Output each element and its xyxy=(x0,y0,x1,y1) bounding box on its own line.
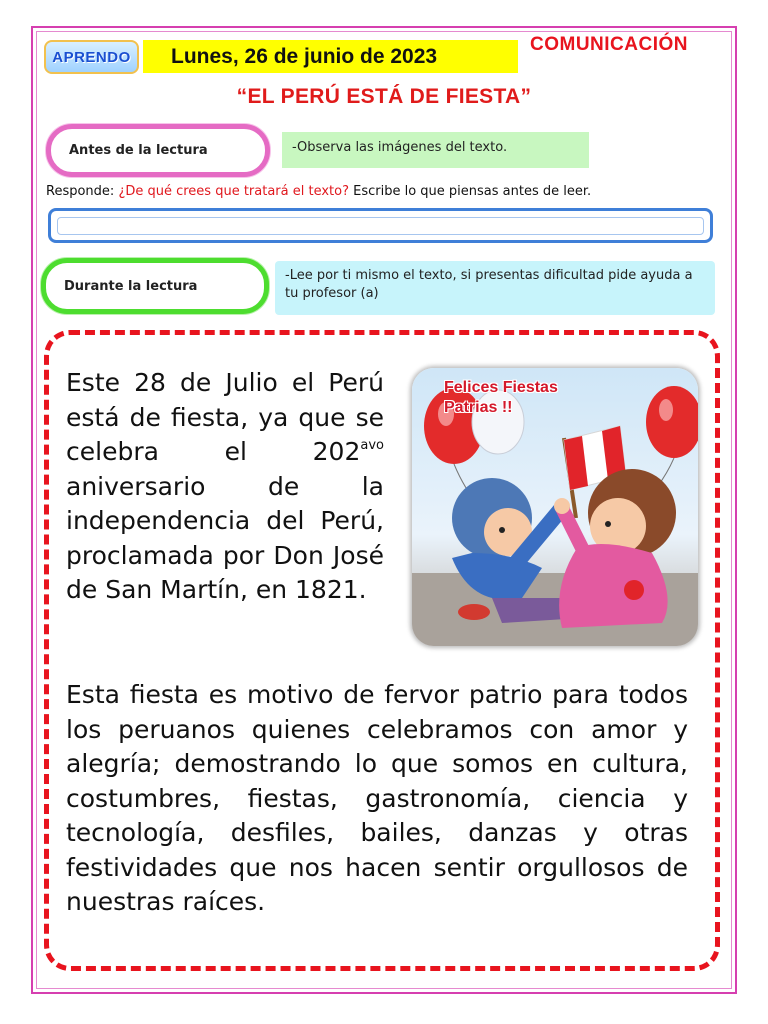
respond-prompt xyxy=(46,184,591,199)
during-reading-badge xyxy=(41,258,269,314)
illustration-caption xyxy=(444,378,558,418)
logo-text: APRENDO xyxy=(52,48,131,66)
before-reading-instruction: -Observa las imágenes del texto. xyxy=(282,132,589,168)
p1-after: aniversario de la independencia del Perú, proclamada por Don José de San Martín, en 1821. xyxy=(66,471,384,604)
during-reading-instruction: -Lee por ti mismo el texto, si presentas dificultad pide ayuda a tu profesor (a) xyxy=(275,261,715,315)
before-reading-badge xyxy=(46,124,270,177)
date-banner xyxy=(143,40,518,73)
page-title: “EL PERÚ ESTÁ DE FIESTA” xyxy=(236,85,532,108)
caption-line-2: Patrias !! xyxy=(444,399,513,416)
subject-label: COMUNICACIÓN xyxy=(530,34,688,55)
before-reading-label: Antes de la lectura xyxy=(69,143,208,158)
aprendo-logo xyxy=(44,40,139,74)
reading-paragraph-1 xyxy=(66,366,384,608)
p1-superscript: avo xyxy=(360,438,384,453)
fiestas-patrias-illustration xyxy=(412,368,698,646)
reading-paragraph-2: Esta fiesta es motivo de fervor patrio para todos los peruanos quienes celebramos con amor y alegría; demostrando lo que somos en cultura, costumbres, fiestas, gastronomía, ciencia y tecnología, desfiles, bailes, danzas y otras festividades que nos hacen sentir orgullosos de nuestras raíces. xyxy=(66,680,688,916)
caption-line-1: Felices Fiestas xyxy=(444,379,558,396)
p1-before: Este 28 de Julio el Perú está de fiesta, ya que se celebra el 202 xyxy=(66,368,384,466)
respond-suffix: Escribe lo que piensas antes de leer. xyxy=(349,184,592,199)
answer-field[interactable] xyxy=(48,208,713,243)
date-text: Lunes, 26 de junio de 2023 xyxy=(171,44,438,68)
respond-question: ¿De qué crees que tratará el texto? xyxy=(118,184,349,199)
respond-prefix: Responde: xyxy=(46,184,119,199)
during-reading-label: Durante la lectura xyxy=(64,278,198,294)
